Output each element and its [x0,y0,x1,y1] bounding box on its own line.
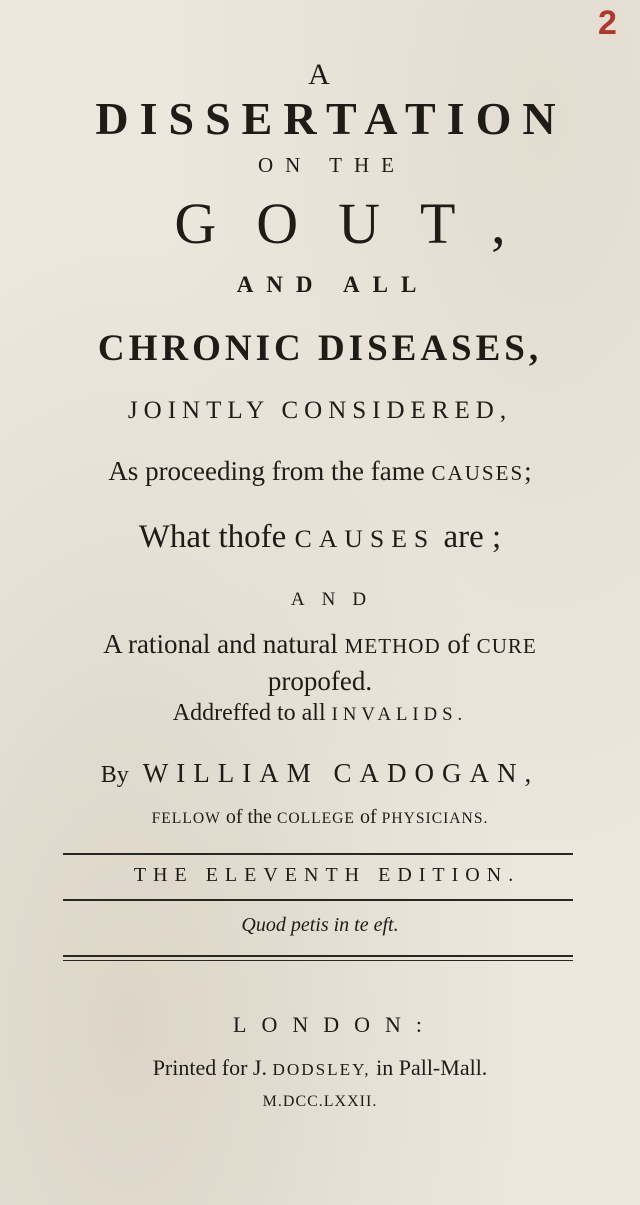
fellow-physicians: PHYSICIANS. [381,810,489,827]
title-on-the: ON THE [257,153,407,177]
title-fellow [0,806,640,829]
what-prefix: What thofe [138,519,295,555]
title-gout: GOUT, [174,191,546,256]
addressed-prefix: Addreffed to all [172,700,332,726]
title-printed-for [0,1055,640,1081]
title-and-all: AND ALL [236,272,430,297]
rational-middle: of [440,629,477,659]
rule-below-motto-thin [63,960,573,961]
rule-above-edition [63,853,573,855]
proceeding-causes: CAUSES [431,461,525,485]
title-dissertation: DISSERTATION [95,93,567,144]
fellow-college: COLLEGE [276,810,355,827]
proceeding-suffix: ; [524,456,532,486]
title-article: A [308,58,332,91]
title-rational-method [0,629,640,660]
what-suffix: are ; [435,519,502,555]
title-motto: Quod petis in te eft. [241,914,399,936]
rational-cure: CURE [476,634,537,658]
rational-prefix: A rational and natural [103,629,345,659]
printed-prefix: Printed for J. [152,1055,273,1080]
page-number-mark: 2 [598,4,617,42]
author-by: By [100,762,129,788]
title-and: AND [290,589,384,610]
title-addressed [0,700,640,727]
title-chronic-diseases: CHRONIC DISEASES, [97,328,543,369]
fellow-middle2: of [354,806,382,828]
title-edition: THE ELEVENTH EDITION. [133,864,521,886]
fellow-middle: of the [220,806,277,828]
title-london: LONDON: [233,1012,437,1037]
addressed-invalids: INVALIDS. [331,704,468,725]
author-name: WILLIAM CADOGAN, [142,758,540,788]
title-jointly-considered: JOINTLY CONSIDERED, [127,397,513,424]
rule-below-edition [63,899,573,901]
title-proceeding [0,456,640,487]
title-date: M.DCC.LXXII. [262,1093,378,1110]
printed-dodsley: DODSLEY, [272,1060,371,1079]
title-what-causes [0,519,640,556]
printed-suffix: in Pall-Mall. [370,1055,488,1080]
rational-method: METHOD [344,634,441,658]
fellow-word: FELLOW [151,810,221,827]
proceeding-prefix: As proceeding from the fame [108,456,432,486]
what-causes: CAUSES [294,524,436,553]
rule-below-motto [63,955,573,957]
title-author [0,758,640,789]
title-proposed: propofed. [267,666,373,696]
